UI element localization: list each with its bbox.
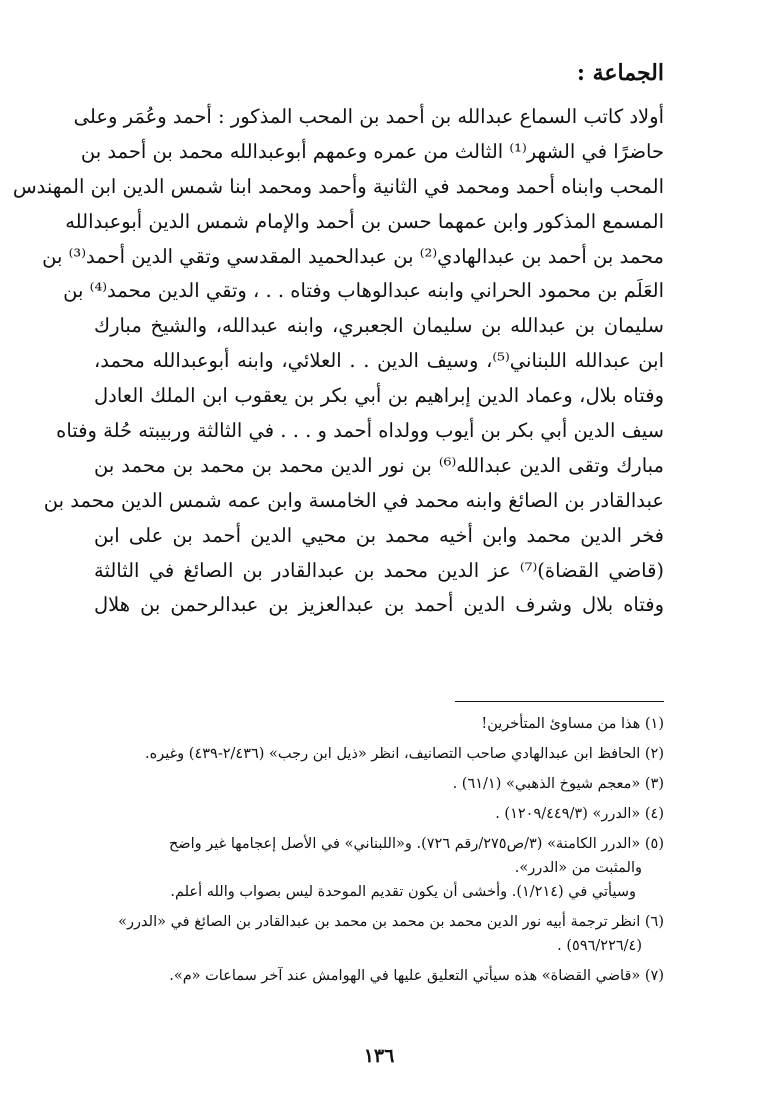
footnote-line: (٤) «الدرر» (١٢٠٩/٤٤٩/٣) . xyxy=(495,806,664,822)
text-line: وفتاه بلال وشرف الدين أحمد بن عبدالعزيز بن عبدالرحمن بن هلال xyxy=(94,593,665,617)
text-line: فخر الدين محمد وابن أخيه محمد بن محيي الدين أحمد بن على ابن xyxy=(94,523,664,547)
footnote-line: (٥) «الدرر الكامنة» (٣/ص٢٧٥/رقم ٧٢٦). و«اللبناني» في الأصل إعجامها غير واضح xyxy=(168,836,664,852)
footnote-line: والمثبت من «الدرر». xyxy=(514,860,642,876)
footnote-6 xyxy=(94,910,664,958)
text-line: أولاد كاتب السماع عبدالله بن أحمد بن المحب المذكور : أحمد وعُمَر وعلى xyxy=(73,105,664,128)
footnotes xyxy=(94,712,664,994)
text-line: مبارك وتقى الدين عبدالله⁽⁶⁾ بن نور الدين محمد بن محمد بن محمد بن xyxy=(94,453,664,477)
footnote-line: (٣) «معجم شيوخ الذهبي» (٦١/١) . xyxy=(452,776,664,792)
text-line: العَلَم بن محمود الحراني وابنه عبدالوهاب وفتاه . . ، وتقي الدين محمد⁽⁴⁾ بن xyxy=(63,279,664,303)
footnote-line: (٦) انظر ترجمة أبيه نور الدين محمد بن محمد بن محمد بن عبدالقادر بن الصائغ في «الدرر» xyxy=(118,914,664,930)
section-heading: الجماعة : xyxy=(576,60,664,86)
text-line: (قاضي القضاة)⁽⁷⁾ عز الدين محمد بن عبدالقادر بن الصائغ في الثالثة xyxy=(94,558,664,582)
footnote-1 xyxy=(94,712,664,736)
main-text xyxy=(12,100,665,623)
footnote-3 xyxy=(94,772,664,796)
text-line: المحب وابناه أحمد ومحمد في الثانية وأحمد ومحمد ابنا شمس الدين ابن المهندس xyxy=(12,174,664,198)
footnote-7 xyxy=(94,964,664,988)
footnote-5 xyxy=(94,832,664,904)
text-line: المسمع المذكور وابن عمهما حسن بن أحمد والإمام شمس الدين أبوعبدالله xyxy=(65,209,664,233)
footnote-line: (٢) الحافظ ابن عبدالهادي صاحب التصانيف، انظر «ذيل ابن رجب» (٢/٤٣٦-٤٣٩) وغيره. xyxy=(145,746,664,762)
text-line: وفتاه بلال، وعماد الدين إبراهيم بن أبي بكر بن يعقوب ابن الملك العادل xyxy=(94,384,664,408)
footnote-separator xyxy=(455,701,664,702)
footnote-line: (٧) «قاضي القضاة» هذه سيأتي التعليق عليها في الهوامش عند آخر سماعات «م». xyxy=(169,968,664,984)
text-line: عبدالقادر بن الصائغ وابنه محمد في الخامسة وابن عمه شمس الدين محمد بن xyxy=(43,488,664,512)
text-line: ابن عبدالله اللبناني⁽⁵⁾، وسيف الدين . . العلائي، وابنه أبوعبدالله محمد، xyxy=(94,349,664,373)
footnote-line: وسيأتي في (١/٢١٤). وأخشى أن يكون تقديم الموحدة ليس بصواب والله أعلم. xyxy=(170,884,636,900)
footnote-line: (٥٩٦/٢٢٦/٤) . xyxy=(557,938,642,954)
footnote-4 xyxy=(94,802,664,826)
page-number: ١٣٦ xyxy=(363,1045,395,1067)
text-line: سليمان بن عبدالله بن سليمان الجعبري، وابنه عبدالله، والشيخ مبارك xyxy=(94,314,664,338)
text-line: محمد بن أحمد بن عبدالهادي⁽²⁾ بن عبدالحميد المقدسي وتقي الدين أحمد⁽³⁾ بن xyxy=(42,244,664,268)
text-line: حاضرًا في الشهر⁽¹⁾ الثالث من عمره وعمهم أبوعبدالله محمد بن أحمد بن xyxy=(80,139,664,163)
text-line: سيف الدين أبي بكر بن أيوب وولداه أحمد و . . . في الثالثة وربيبته حُلة وفتاه xyxy=(56,419,664,443)
footnote-line: (١) هذا من مساوئ المتأخرين! xyxy=(481,716,664,732)
footnote-2 xyxy=(94,742,664,766)
